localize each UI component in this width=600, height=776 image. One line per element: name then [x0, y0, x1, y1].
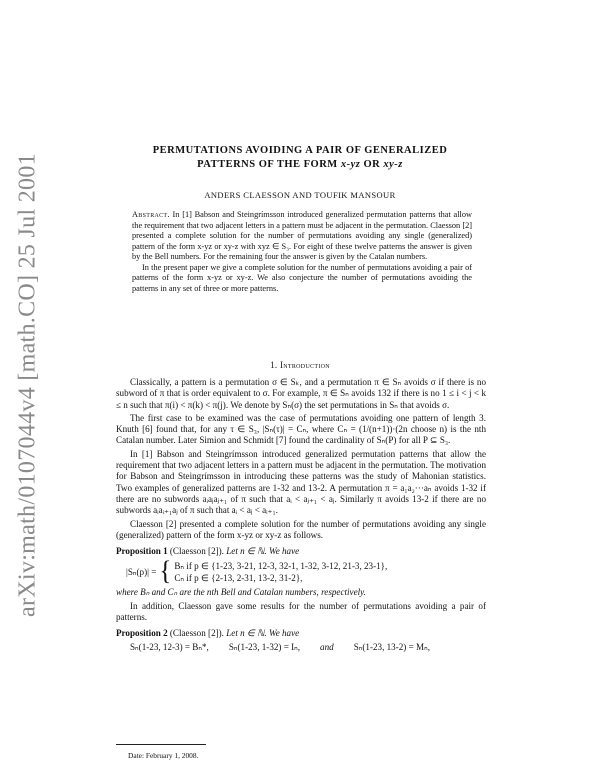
- proposition-1: [116, 546, 486, 557]
- proposition-2: [116, 628, 486, 639]
- proposition-2-equations: [130, 642, 486, 653]
- paragraph-3: In [1] Babson and Steingrímsson introduced generalized permutation patterns that allow the requirement that two adjacent letters in a pattern must be adjacent in the permutation. The motivation for Babson and Steingrímsson in introducing these patterns was the study of Mahonian statistics. Two examples of generalized patterns are 1-32 and 13-2. A permutation π = a₁a₂···aₙ avoids 1-32 if there are no subwords aᵢaⱼaⱼ₊₁ of π such that aᵢ < aⱼ₊₁ < aⱼ. Similarly π avoids 13-2 if there are no subwords aᵢaᵢ₊₁aⱼ of π such that aᵢ < aⱼ < aᵢ₊₁.: [116, 448, 486, 516]
- proposition-1-lhs: |Sₙ(p)| =: [126, 566, 157, 577]
- case-catalan: Cₙ if p ∈ {2-13, 2-31, 13-2, 31-2},: [174, 573, 303, 584]
- abstract-paragraph-2: In the present paper we give a complete solution for the number of permutations avoiding a pair of patterns of the form x-yz or xy-z. We also conjecture the number of permutations avoiding the patterns in any set of three or more patterns.: [132, 262, 472, 293]
- left-brace-icon: {: [159, 557, 172, 587]
- paragraph-1: Classically, a pattern is a permutation σ ∈ Sₖ, and a permutation π ∈ Sₙ avoids σ if there is no subword of π that is order equivalent to σ. For example, π ∈ Sₙ avoids 132 if there is no 1 ≤ i < j < k ≤ n such that π(i) < π(k) < π(j). We denote by Sₙ(σ) the set permutations in Sₙ that avoids σ.: [116, 377, 486, 410]
- proposition-1-label: Proposition 1: [116, 546, 168, 557]
- arxiv-identifier-text: arXiv:math/0107044v4 [math.CO] 25 Jul 2001: [14, 153, 41, 617]
- authors: ANDERS CLAESSON AND TOUFIK MANSOUR: [204, 190, 396, 200]
- paragraph-5: In addition, Claesson gave some results for the number of permutations avoiding a pair of patterns.: [116, 600, 486, 623]
- proposition-1-statement: Let n ∈ ℕ. We have: [226, 546, 300, 557]
- proposition-2-cite: (Claesson [2]).: [167, 628, 227, 639]
- proposition-1-cite: (Claesson [2]).: [167, 546, 227, 557]
- proposition-2-statement: Let n ∈ ℕ. We have: [226, 628, 300, 639]
- paper-title: [100, 144, 500, 172]
- footnote-date: Date: February 1, 2008.: [128, 751, 199, 760]
- proposition-1-equation: [126, 557, 486, 587]
- title-line-2-prefix: PATTERNS OF THE FORM: [197, 159, 341, 170]
- footnote-rule: [116, 744, 206, 745]
- proposition-2-and: and: [320, 641, 334, 652]
- title-or: OR: [360, 159, 384, 170]
- paragraph-4: Claesson [2] presented a complete solution for the number of permutations avoiding any single (generalized) pattern of the form x-yz or xy-z as follows.: [116, 518, 486, 540]
- section-heading-introduction: 1. Introduction: [270, 360, 330, 370]
- title-pattern-2: xy-z: [383, 159, 403, 170]
- case-bell: Bₙ if p ∈ {1-23, 3-21, 12-3, 32-1, 1-32, 3-12, 21-3, 23-1},: [174, 561, 388, 572]
- title-pattern-1: x-yz: [340, 159, 361, 170]
- body-text: [116, 377, 486, 655]
- case-lines: [174, 560, 387, 584]
- arxiv-identifier: [10, 150, 46, 620]
- abstract-text-1: In [1] Babson and Steingrímsson introduced generalized permutation patterns that allow the requirement that two adjacent letters in a pattern must be adjacent in the permutation. Claesson [2] presented a complete solution for the number of permutations avoiding any single (generalized) pattern of the form x-yz or xy-z with xyz ∈ S₃. For eight of these twelve patterns the answer is given by the Bell numbers. For the remaining four the answer is given by the Catalan numbers.: [132, 210, 472, 261]
- proposition-2-label: Proposition 2: [116, 628, 168, 639]
- proposition-2-eq-2: Sₙ(1-23, 1-32) = Iₙ,: [228, 641, 301, 652]
- paragraph-2: The first case to be examined was the case of permutations avoiding one pattern of length 3. Knuth [6] found that, for any τ ∈ S₃, |Sₙ(τ)| = Cₙ, where Cₙ = (1/(n+1))·(2n choose n) is the nth Catalan number. Later Simion and Schmidt [7] found the cardinality of Sₙ(P) for all P ⊆ S₃.: [116, 412, 486, 446]
- title-line-2: [100, 158, 500, 172]
- proposition-2-eq-3: Sₙ(1-23, 13-2) = Mₙ,: [353, 641, 430, 652]
- abstract: [132, 210, 472, 294]
- abstract-paragraph-1: [132, 210, 472, 263]
- proposition-2-eq-1: Sₙ(1-23, 12-3) = Bₙ*,: [130, 641, 209, 652]
- proposition-1-after: where Bₙ and Cₙ are the nth Bell and Catalan numbers, respectively.: [116, 587, 366, 598]
- abstract-label: Abstract.: [132, 210, 170, 219]
- title-line-1: PERMUTATIONS AVOIDING A PAIR OF GENERALIZED: [152, 145, 448, 156]
